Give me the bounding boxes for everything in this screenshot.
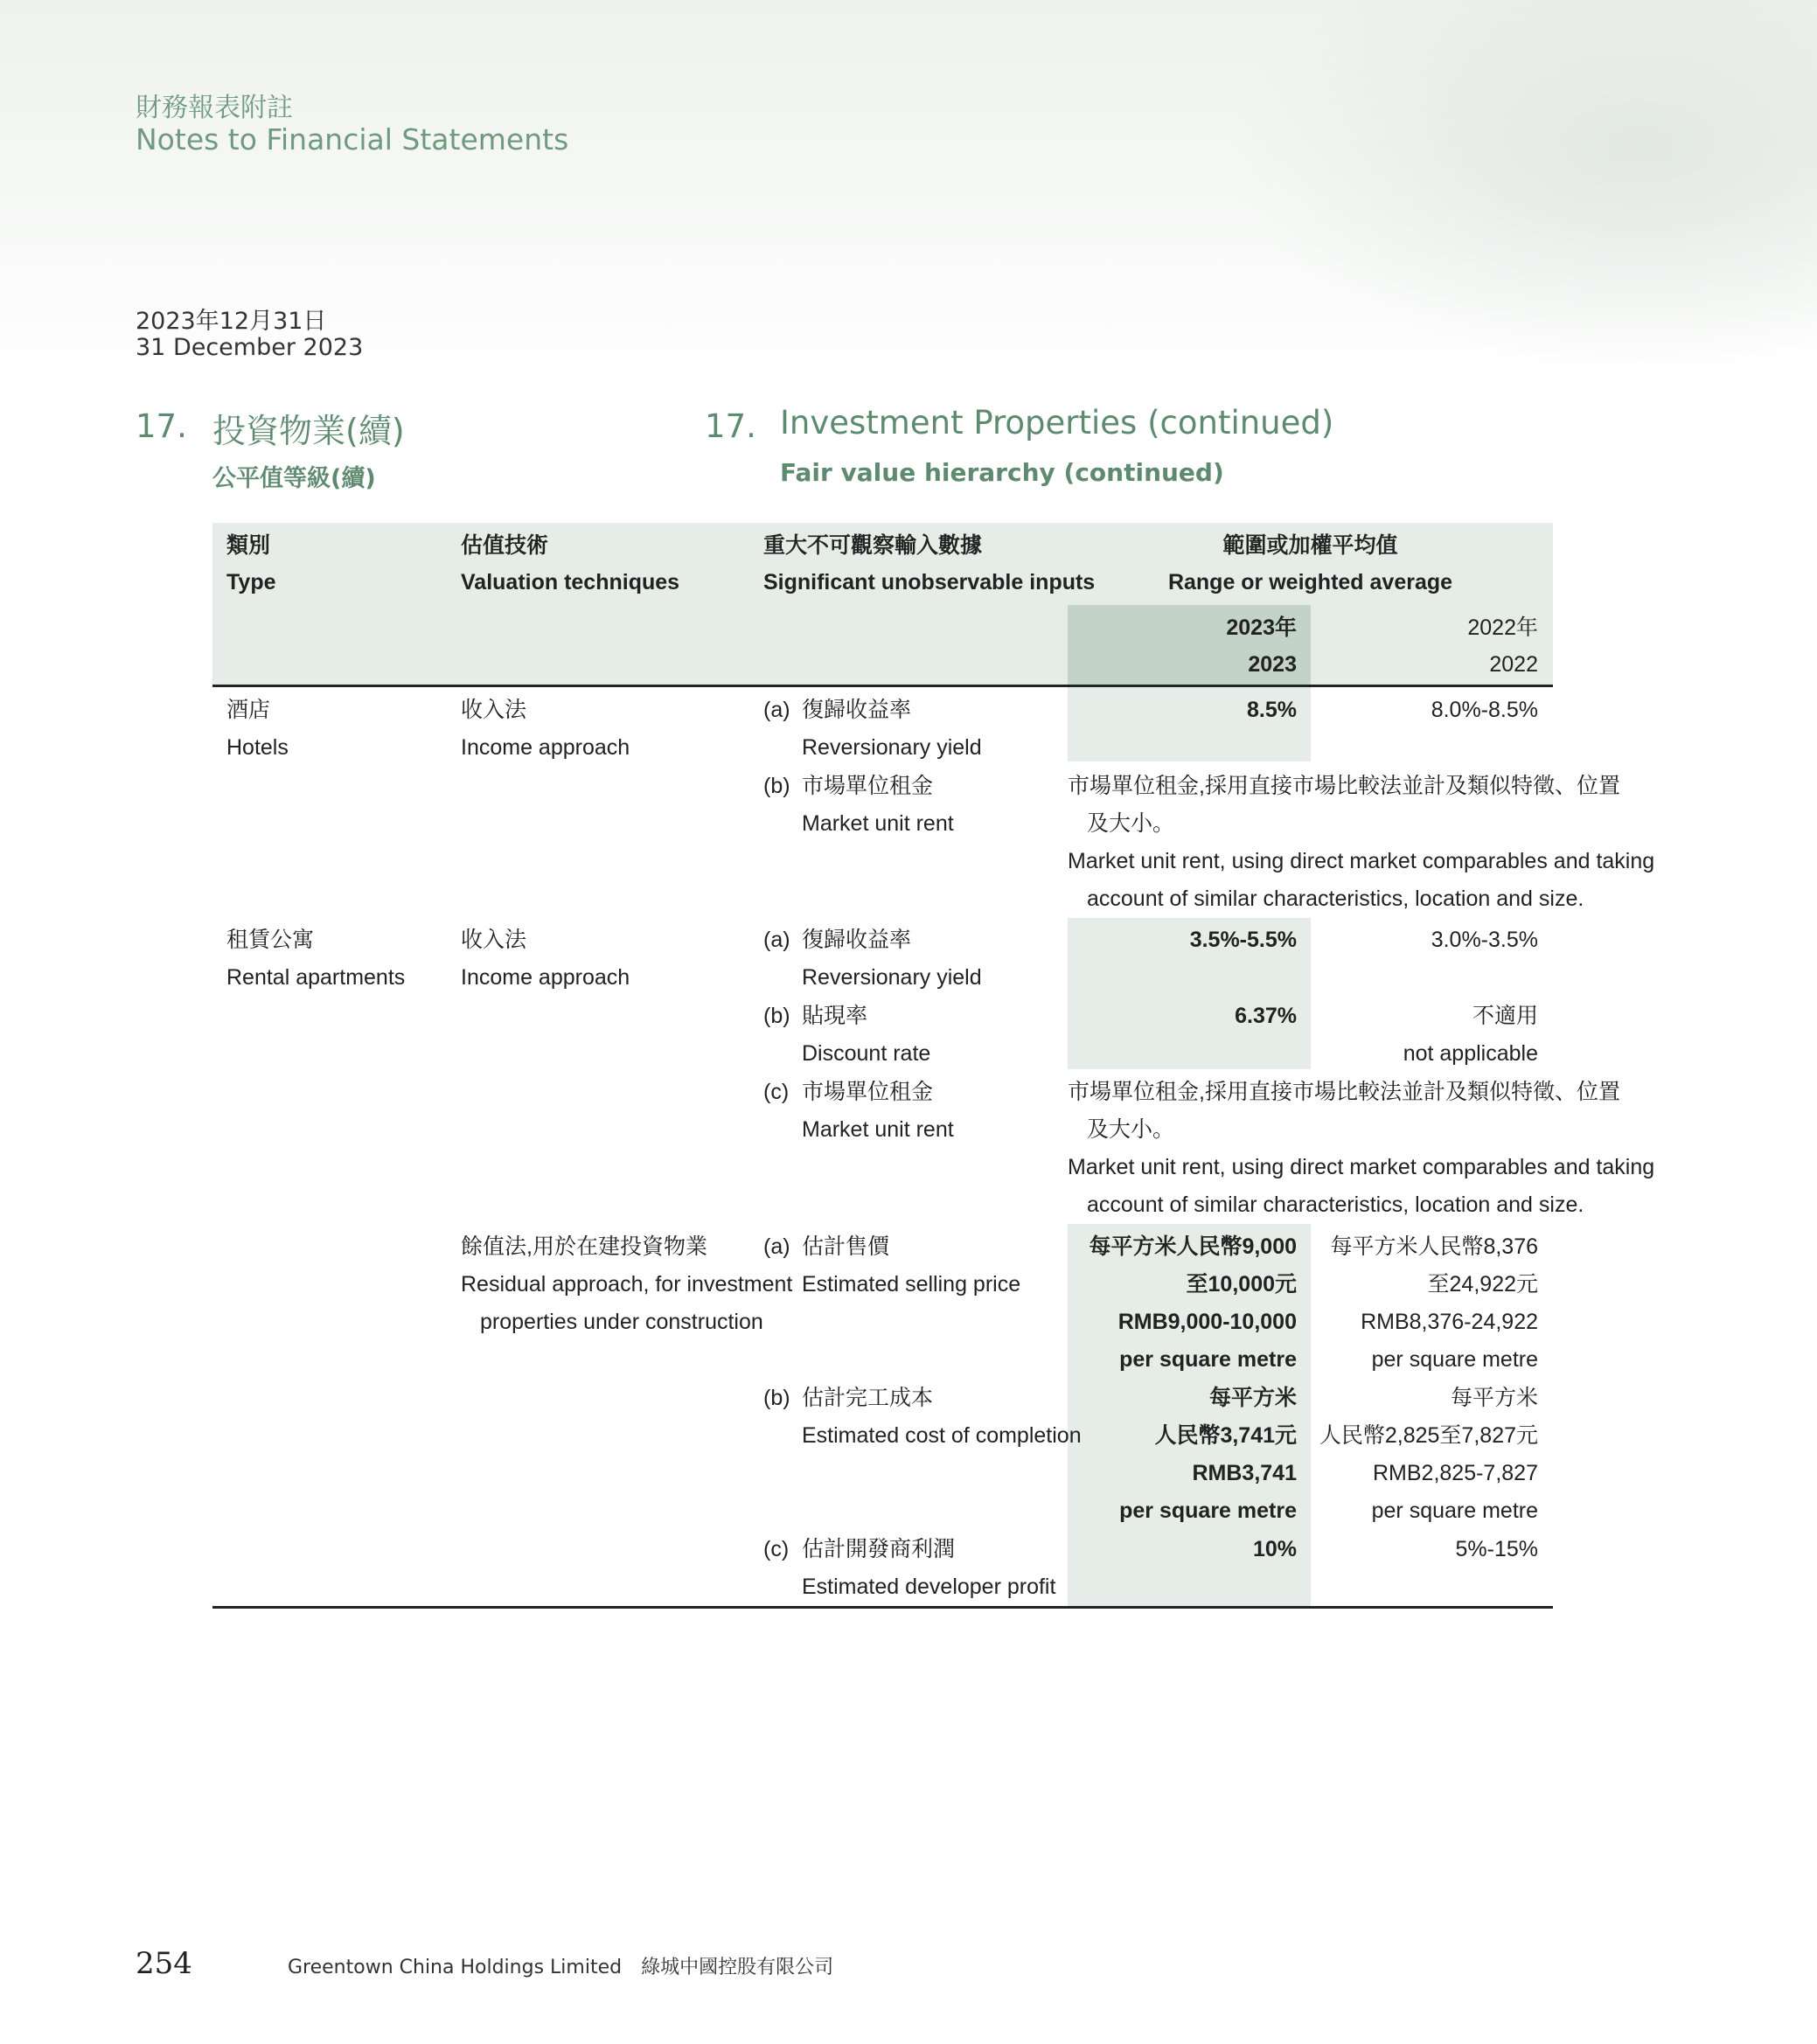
hotels-a-2023: 8.5% xyxy=(1247,698,1297,722)
residual-input-b-label: (b) xyxy=(763,1386,790,1410)
running-header-zh: 財務報表附註 xyxy=(136,93,293,123)
date-en: 31 December 2023 xyxy=(136,334,364,361)
rental-input-b-zh: 貼現率 xyxy=(802,1004,868,1028)
residual-b-2023-line3: RMB3,741 xyxy=(1192,1461,1297,1485)
residual-c-2022: 5%-15% xyxy=(1455,1537,1538,1561)
header-rule xyxy=(212,685,1553,687)
residual-b-2023-line1: 每平方米 xyxy=(1208,1386,1297,1410)
residual-a-2022-line1: 每平方米人民幣8,376 xyxy=(1330,1234,1538,1259)
hotels-input-b-zh: 市場單位租金 xyxy=(802,774,934,798)
section-subtitle-en: Fair value hierarchy (continued) xyxy=(780,458,1224,487)
rental-c-desc-zh-2: 及大小。 xyxy=(1087,1117,1175,1142)
residual-a-2023-line3: RMB9,000-10,000 xyxy=(1117,1310,1297,1334)
rental-b-2022-zh: 不適用 xyxy=(1472,1004,1538,1028)
rental-a-2023: 3.5%-5.5% xyxy=(1189,928,1297,952)
hotels-input-a-label: (a) xyxy=(763,698,790,722)
residual-input-b-zh: 估計完工成本 xyxy=(802,1386,934,1410)
col-header-type-zh: 類別 xyxy=(226,533,271,558)
residual-input-a-label: (a) xyxy=(763,1234,790,1259)
section-subtitle-zh: 公平值等級(續) xyxy=(212,465,376,492)
hotels-type-en: Hotels xyxy=(226,735,289,760)
col-header-2022-zh: 2022年 xyxy=(1467,615,1538,640)
rental-input-a-zh: 復歸收益率 xyxy=(802,928,912,952)
page-number: 254 xyxy=(136,1946,192,1981)
hotels-technique-en: Income approach xyxy=(461,735,630,760)
col-header-inputs-zh: 重大不可觀察輸入數據 xyxy=(763,533,983,558)
residual-technique-en-1: Residual approach, for investment xyxy=(461,1272,793,1297)
residual-a-2023-line2: 至10,000元 xyxy=(1186,1272,1297,1297)
hotels-b-desc-zh-1: 市場單位租金,採用直接市場比較法並計及類似特徵、位置 xyxy=(1068,774,1620,798)
rental-b-2023: 6.37% xyxy=(1235,1004,1297,1028)
rental-input-c-en: Market unit rent xyxy=(802,1117,954,1142)
bottom-rule xyxy=(212,1606,1553,1609)
section-number-zh: 17. xyxy=(136,407,187,445)
col-header-2023-zh: 2023年 xyxy=(1226,615,1297,640)
hotels-b-desc-zh-2: 及大小。 xyxy=(1087,811,1175,836)
col-header-inputs-en: Significant unobservable inputs xyxy=(763,570,1096,594)
rental-input-a-label: (a) xyxy=(763,928,790,952)
col-header-2023: 2023 xyxy=(1248,652,1297,677)
hotels-b-desc-en-1: Market unit rent, using direct market comparables and taking xyxy=(1068,849,1655,873)
rental-input-b-en: Discount rate xyxy=(802,1041,931,1066)
residual-b-2022-line3: RMB2,825-7,827 xyxy=(1372,1461,1538,1485)
rental-type-zh: 租賃公寓 xyxy=(226,928,315,952)
residual-a-2023-line1: 每平方米人民幣9,000 xyxy=(1089,1234,1297,1259)
rental-input-c-label: (c) xyxy=(763,1080,790,1104)
hotels-a-2022: 8.0%-8.5% xyxy=(1431,698,1538,722)
section-title-zh: 投資物業(續) xyxy=(212,412,405,450)
col-header-type-en: Type xyxy=(226,570,276,594)
rental-type-en: Rental apartments xyxy=(226,965,406,990)
residual-input-c-label: (c) xyxy=(763,1537,790,1561)
residual-input-a-zh: 估計售價 xyxy=(802,1234,890,1259)
residual-technique-zh: 餘值法,用於在建投資物業 xyxy=(461,1234,707,1259)
hotels-input-a-en: Reversionary yield xyxy=(802,735,982,760)
hotels-b-desc-en-2: account of similar characteristics, location and size. xyxy=(1087,886,1584,911)
rental-b-2022-en: not applicable xyxy=(1403,1041,1538,1066)
hotels-input-b-label: (b) xyxy=(763,774,790,798)
rental-input-b-label: (b) xyxy=(763,1004,790,1028)
date-zh: 2023年12月31日 xyxy=(136,308,327,335)
residual-input-c-zh: 估計開發商利潤 xyxy=(802,1537,956,1561)
residual-c-2023: 10% xyxy=(1252,1537,1297,1561)
col-header-range-en: Range or weighted average xyxy=(1167,570,1453,594)
residual-a-2022-line4: per square metre xyxy=(1371,1347,1538,1372)
rental-technique-zh: 收入法 xyxy=(461,928,527,952)
footer-company-name: Greentown China Holdings Limited 綠城中國控股有限公司 xyxy=(288,1957,834,1978)
rental-a-2022: 3.0%-3.5% xyxy=(1431,928,1538,952)
residual-b-2022-line2: 人民幣2,825至7,827元 xyxy=(1319,1423,1538,1448)
running-header-en: Notes to Financial Statements xyxy=(136,122,569,156)
residual-b-2023-line4: per square metre xyxy=(1119,1498,1297,1523)
header-ink-wash xyxy=(1224,0,1817,367)
fair-value-table xyxy=(212,523,1655,1609)
residual-technique-en-2: properties under construction xyxy=(480,1310,763,1334)
residual-input-b-en: Estimated cost of completion xyxy=(802,1423,1082,1448)
hotels-type-zh: 酒店 xyxy=(226,698,271,722)
residual-a-2023-line4: per square metre xyxy=(1119,1347,1297,1372)
rental-c-desc-zh-1: 市場單位租金,採用直接市場比較法並計及類似特徵、位置 xyxy=(1068,1080,1620,1104)
hotels-input-a-zh: 復歸收益率 xyxy=(802,698,912,722)
residual-b-2022-line4: per square metre xyxy=(1371,1498,1538,1523)
section-number-en: 17. xyxy=(705,407,756,445)
rental-technique-en: Income approach xyxy=(461,965,630,990)
residual-b-2022-line1: 每平方米 xyxy=(1450,1386,1538,1410)
col-header-range-zh: 範圍或加權平均值 xyxy=(1222,533,1398,558)
rental-input-a-en: Reversionary yield xyxy=(802,965,982,990)
residual-b-2023-line2: 人民幣3,741元 xyxy=(1154,1423,1297,1448)
rental-c-desc-en-2: account of similar characteristics, location and size. xyxy=(1087,1192,1584,1217)
residual-input-c-en: Estimated developer profit xyxy=(802,1575,1056,1599)
col-header-2022: 2022 xyxy=(1489,652,1538,677)
rental-c-desc-en-1: Market unit rent, using direct market comparables and taking xyxy=(1068,1155,1655,1179)
residual-a-2022-line2: 至24,922元 xyxy=(1427,1272,1538,1297)
residual-a-2022-line3: RMB8,376-24,922 xyxy=(1361,1310,1538,1334)
hotels-technique-zh: 收入法 xyxy=(461,698,527,722)
rental-input-c-zh: 市場單位租金 xyxy=(802,1080,934,1104)
col-header-valuation-en: Valuation techniques xyxy=(461,570,680,594)
hotels-input-b-en: Market unit rent xyxy=(802,811,954,836)
residual-input-a-en: Estimated selling price xyxy=(802,1272,1021,1297)
section-title-en: Investment Properties (continued) xyxy=(780,404,1334,441)
col-header-valuation-zh: 估值技術 xyxy=(461,533,549,558)
